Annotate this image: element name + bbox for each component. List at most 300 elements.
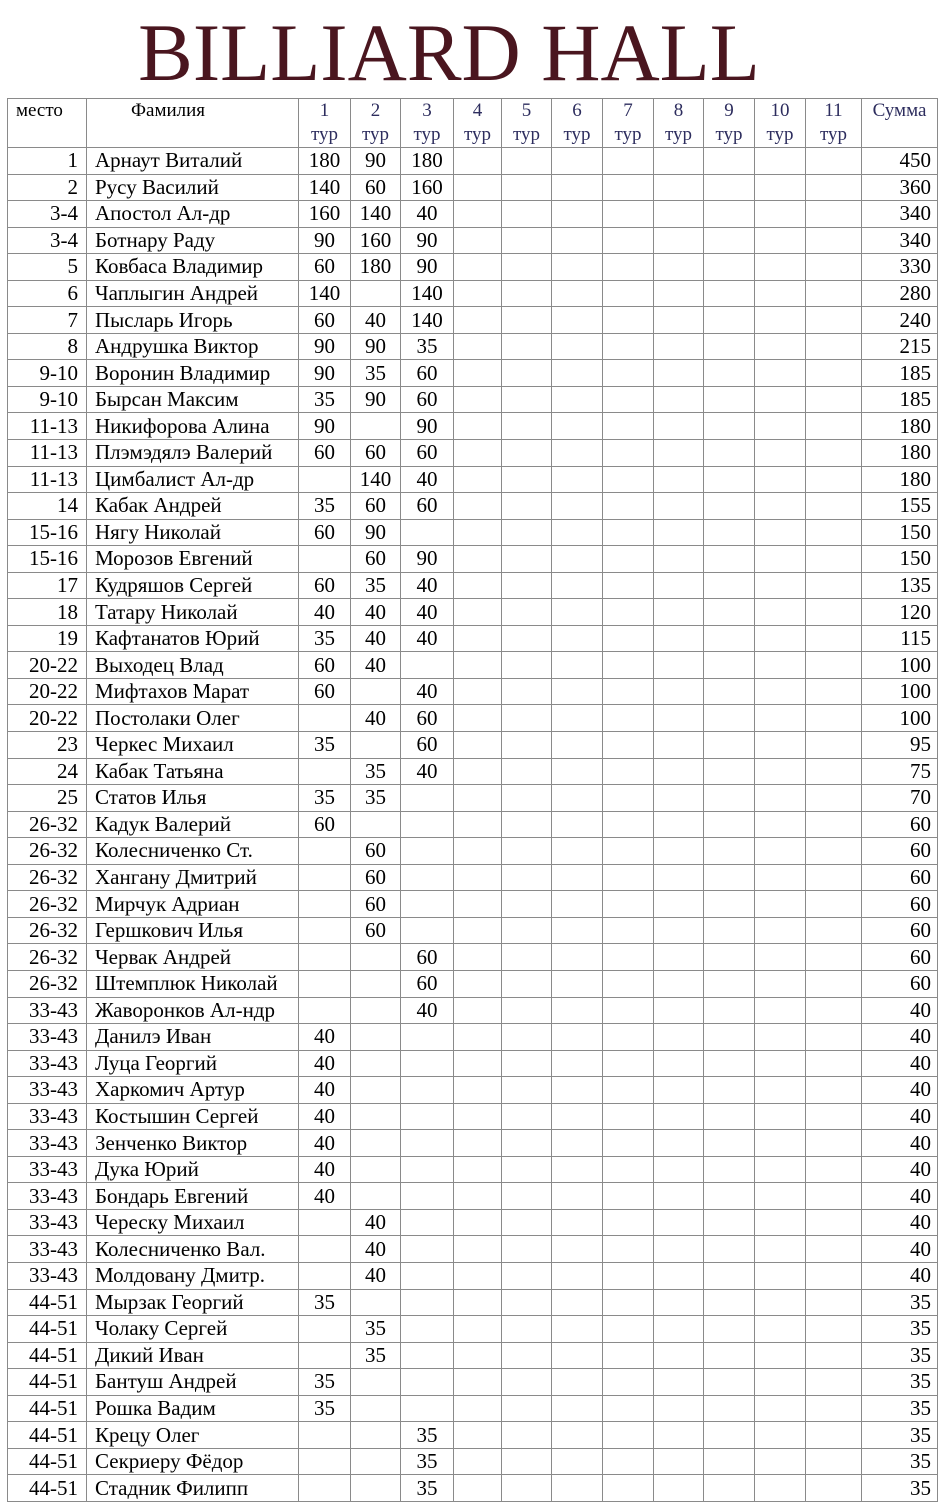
round-4-cell [454, 440, 502, 467]
round-1-cell [299, 1448, 351, 1475]
place-cell: 33-43 [8, 1050, 87, 1077]
round-7-cell [603, 1050, 654, 1077]
round-7-cell [603, 333, 654, 360]
place-cell: 44-51 [8, 1475, 87, 1502]
place-cell: 44-51 [8, 1316, 87, 1343]
name-cell: Апостол Ал-др [87, 201, 299, 228]
sum-cell: 100 [862, 678, 938, 705]
name-cell: Крецу Олег [87, 1422, 299, 1449]
place-cell: 9-10 [8, 360, 87, 387]
round-2-cell: 60 [351, 493, 401, 520]
sum-cell: 35 [862, 1448, 938, 1475]
round-8-cell [654, 944, 704, 971]
round-8-cell [654, 360, 704, 387]
round-10-cell [755, 1289, 806, 1316]
round-7-cell [603, 1422, 654, 1449]
round-4-cell [454, 891, 502, 918]
sum-cell: 40 [862, 1236, 938, 1263]
sum-cell: 40 [862, 1130, 938, 1157]
table-row [8, 1209, 938, 1236]
round-1-cell [299, 1209, 351, 1236]
round-4-cell [454, 1475, 502, 1502]
table-row [8, 1475, 938, 1502]
table-row [8, 1077, 938, 1104]
place-cell: 44-51 [8, 1342, 87, 1369]
round-8-cell [654, 1422, 704, 1449]
round-2-cell: 35 [351, 1342, 401, 1369]
round-6-cell [552, 785, 603, 812]
place-cell: 44-51 [8, 1395, 87, 1422]
round-9-cell [704, 625, 755, 652]
round-6-cell [552, 493, 603, 520]
sum-cell: 40 [862, 1077, 938, 1104]
round-10-cell [755, 174, 806, 201]
round-7-cell [603, 864, 654, 891]
round-7-cell [603, 1209, 654, 1236]
round-1-cell [299, 546, 351, 573]
place-cell: 1 [8, 148, 87, 175]
round-9-cell [704, 519, 755, 546]
table-row [8, 811, 938, 838]
round-5-cell [502, 174, 552, 201]
name-cell: Дука Юрий [87, 1156, 299, 1183]
table-row [8, 917, 938, 944]
round-7-cell [603, 811, 654, 838]
round-2-cell: 40 [351, 705, 401, 732]
round-9-cell [704, 1369, 755, 1396]
table-header-row [8, 99, 938, 148]
round-7-cell [603, 1262, 654, 1289]
table-row [8, 891, 938, 918]
round-11-cell [806, 1342, 862, 1369]
round-6-cell [552, 1448, 603, 1475]
round-10-cell [755, 201, 806, 228]
sum-cell: 35 [862, 1395, 938, 1422]
round-5-cell [502, 652, 552, 679]
name-cell: Мирчук Адриан [87, 891, 299, 918]
round-6-cell [552, 333, 603, 360]
name-cell: Ботнару Раду [87, 227, 299, 254]
name-cell: Рошка Вадим [87, 1395, 299, 1422]
round-1-cell: 60 [299, 572, 351, 599]
round-9-cell [704, 970, 755, 997]
table-row [8, 997, 938, 1024]
round-2-cell: 40 [351, 1262, 401, 1289]
round-5-cell [502, 1395, 552, 1422]
round-8-cell [654, 625, 704, 652]
round-3-cell [401, 1183, 454, 1210]
round-5-cell [502, 970, 552, 997]
table-row [8, 944, 938, 971]
name-cell: Плэмэдялэ Валерий [87, 440, 299, 467]
name-cell: Цимбалист Ал-др [87, 466, 299, 493]
round-3-cell [401, 1050, 454, 1077]
round-11-cell [806, 1316, 862, 1343]
round-3-cell [401, 1316, 454, 1343]
place-cell: 20-22 [8, 678, 87, 705]
round-3-cell: 35 [401, 1448, 454, 1475]
round-7-cell [603, 1395, 654, 1422]
place-cell: 18 [8, 599, 87, 626]
round-8-cell [654, 493, 704, 520]
round-1-cell: 40 [299, 1024, 351, 1051]
round-3-cell: 90 [401, 254, 454, 281]
name-cell: Жаворонков Ал-ндр [87, 997, 299, 1024]
round-8-cell [654, 1209, 704, 1236]
round-5-cell [502, 1050, 552, 1077]
round-1-cell: 40 [299, 1077, 351, 1104]
place-cell: 11-13 [8, 413, 87, 440]
round-3-cell: 60 [401, 705, 454, 732]
round-2-cell [351, 1369, 401, 1396]
name-cell: Череску Михаил [87, 1209, 299, 1236]
round-4-cell [454, 1262, 502, 1289]
round-10-cell [755, 1130, 806, 1157]
sum-cell: 150 [862, 519, 938, 546]
round-1-cell [299, 1262, 351, 1289]
round-10-cell [755, 1050, 806, 1077]
round-1-cell [299, 1475, 351, 1502]
sum-cell: 340 [862, 201, 938, 228]
round-11-cell [806, 546, 862, 573]
round-3-cell: 35 [401, 1422, 454, 1449]
name-cell: Кабак Татьяна [87, 758, 299, 785]
round-5-cell [502, 386, 552, 413]
round-3-cell: 40 [401, 758, 454, 785]
round-8-cell [654, 838, 704, 865]
round-6-cell [552, 758, 603, 785]
table-row [8, 1422, 938, 1449]
round-9-cell [704, 785, 755, 812]
round-11-cell [806, 1475, 862, 1502]
round-11-cell [806, 864, 862, 891]
round-6-cell [552, 1156, 603, 1183]
round-2-cell [351, 1103, 401, 1130]
place-cell: 26-32 [8, 944, 87, 971]
round-3-cell: 60 [401, 944, 454, 971]
table-row [8, 599, 938, 626]
round-4-cell [454, 1342, 502, 1369]
round-2-cell: 40 [351, 307, 401, 334]
table-row [8, 466, 938, 493]
round-9-cell [704, 1024, 755, 1051]
round-11-cell [806, 148, 862, 175]
place-cell: 11-13 [8, 440, 87, 467]
round-6-cell [552, 864, 603, 891]
round-5-cell [502, 413, 552, 440]
round-8-cell [654, 1475, 704, 1502]
column-header-round: 2 тур [351, 99, 401, 148]
round-3-cell [401, 838, 454, 865]
place-cell: 19 [8, 625, 87, 652]
round-3-cell: 160 [401, 174, 454, 201]
sum-cell: 40 [862, 997, 938, 1024]
round-7-cell [603, 944, 654, 971]
sum-cell: 185 [862, 360, 938, 387]
table-row [8, 864, 938, 891]
round-5-cell [502, 758, 552, 785]
round-4-cell [454, 1395, 502, 1422]
round-3-cell [401, 1103, 454, 1130]
round-3-cell: 40 [401, 466, 454, 493]
round-4-cell [454, 307, 502, 334]
round-3-cell [401, 891, 454, 918]
round-7-cell [603, 174, 654, 201]
round-9-cell [704, 386, 755, 413]
round-1-cell: 60 [299, 811, 351, 838]
round-6-cell [552, 201, 603, 228]
column-header-sum: Сумма [862, 99, 938, 148]
round-2-cell [351, 1050, 401, 1077]
round-11-cell [806, 201, 862, 228]
round-4-cell [454, 678, 502, 705]
round-10-cell [755, 1103, 806, 1130]
round-1-cell: 35 [299, 732, 351, 759]
round-9-cell [704, 758, 755, 785]
round-9-cell [704, 572, 755, 599]
place-cell: 3-4 [8, 227, 87, 254]
table-row [8, 1262, 938, 1289]
round-4-cell [454, 864, 502, 891]
round-8-cell [654, 333, 704, 360]
round-2-cell: 60 [351, 864, 401, 891]
column-header-round: 5 тур [502, 99, 552, 148]
round-6-cell [552, 386, 603, 413]
round-6-cell [552, 705, 603, 732]
round-4-cell [454, 1183, 502, 1210]
round-5-cell [502, 227, 552, 254]
round-4-cell [454, 1422, 502, 1449]
name-cell: Колесниченко Ст. [87, 838, 299, 865]
round-1-cell: 60 [299, 519, 351, 546]
round-11-cell [806, 1183, 862, 1210]
table-row [8, 546, 938, 573]
round-1-cell: 90 [299, 413, 351, 440]
round-10-cell [755, 1236, 806, 1263]
round-10-cell [755, 758, 806, 785]
round-9-cell [704, 174, 755, 201]
round-9-cell [704, 1050, 755, 1077]
place-cell: 25 [8, 785, 87, 812]
round-7-cell [603, 440, 654, 467]
table-row [8, 1050, 938, 1077]
round-3-cell: 140 [401, 307, 454, 334]
sum-cell: 180 [862, 466, 938, 493]
round-2-cell: 60 [351, 546, 401, 573]
round-11-cell [806, 1395, 862, 1422]
round-11-cell [806, 413, 862, 440]
round-1-cell: 60 [299, 678, 351, 705]
round-9-cell [704, 864, 755, 891]
round-10-cell [755, 572, 806, 599]
round-6-cell [552, 1369, 603, 1396]
round-6-cell [552, 1422, 603, 1449]
round-5-cell [502, 944, 552, 971]
round-11-cell [806, 280, 862, 307]
round-5-cell [502, 1077, 552, 1104]
name-cell: Кафтанатов Юрий [87, 625, 299, 652]
round-6-cell [552, 917, 603, 944]
round-2-cell: 60 [351, 917, 401, 944]
round-5-cell [502, 1316, 552, 1343]
round-4-cell [454, 652, 502, 679]
round-5-cell [502, 1448, 552, 1475]
round-1-cell: 60 [299, 652, 351, 679]
table-row [8, 705, 938, 732]
round-1-cell [299, 1422, 351, 1449]
round-8-cell [654, 997, 704, 1024]
round-6-cell [552, 1130, 603, 1157]
name-cell: Выходец Влад [87, 652, 299, 679]
round-6-cell [552, 1103, 603, 1130]
round-11-cell [806, 678, 862, 705]
round-6-cell [552, 546, 603, 573]
sum-cell: 35 [862, 1289, 938, 1316]
round-2-cell: 40 [351, 599, 401, 626]
table-row [8, 1448, 938, 1475]
table-row [8, 1130, 938, 1157]
round-5-cell [502, 838, 552, 865]
round-7-cell [603, 493, 654, 520]
name-cell: Чаплыгин Андрей [87, 280, 299, 307]
round-7-cell [603, 758, 654, 785]
round-9-cell [704, 1448, 755, 1475]
round-3-cell: 40 [401, 678, 454, 705]
round-2-cell [351, 1448, 401, 1475]
place-cell: 9-10 [8, 386, 87, 413]
table-row [8, 1236, 938, 1263]
table-row [8, 1342, 938, 1369]
round-4-cell [454, 997, 502, 1024]
sum-cell: 40 [862, 1103, 938, 1130]
round-2-cell: 40 [351, 652, 401, 679]
round-4-cell [454, 1316, 502, 1343]
round-8-cell [654, 254, 704, 281]
round-10-cell [755, 811, 806, 838]
table-row [8, 1316, 938, 1343]
round-3-cell: 140 [401, 280, 454, 307]
round-2-cell [351, 1024, 401, 1051]
round-9-cell [704, 1103, 755, 1130]
round-1-cell: 35 [299, 785, 351, 812]
round-3-cell: 90 [401, 413, 454, 440]
round-5-cell [502, 493, 552, 520]
round-7-cell [603, 386, 654, 413]
round-10-cell [755, 413, 806, 440]
round-10-cell [755, 678, 806, 705]
sum-cell: 240 [862, 307, 938, 334]
round-3-cell [401, 811, 454, 838]
round-3-cell: 90 [401, 227, 454, 254]
round-3-cell: 60 [401, 360, 454, 387]
round-11-cell [806, 785, 862, 812]
round-1-cell: 40 [299, 1050, 351, 1077]
place-cell: 33-43 [8, 1209, 87, 1236]
round-9-cell [704, 1475, 755, 1502]
name-cell: Луца Георгий [87, 1050, 299, 1077]
column-header-round: 10 тур [755, 99, 806, 148]
round-6-cell [552, 1050, 603, 1077]
round-9-cell [704, 280, 755, 307]
round-7-cell [603, 280, 654, 307]
round-7-cell [603, 678, 654, 705]
round-9-cell [704, 493, 755, 520]
round-7-cell [603, 1077, 654, 1104]
round-9-cell [704, 917, 755, 944]
name-cell: Бондарь Евгений [87, 1183, 299, 1210]
round-3-cell [401, 1236, 454, 1263]
round-3-cell [401, 1077, 454, 1104]
table-row [8, 519, 938, 546]
round-9-cell [704, 1130, 755, 1157]
sum-cell: 35 [862, 1422, 938, 1449]
table-row [8, 1024, 938, 1051]
place-cell: 33-43 [8, 1236, 87, 1263]
place-cell: 33-43 [8, 1156, 87, 1183]
table-row [8, 678, 938, 705]
round-10-cell [755, 1448, 806, 1475]
round-5-cell [502, 307, 552, 334]
name-cell: Черкес Михаил [87, 732, 299, 759]
round-1-cell [299, 970, 351, 997]
round-7-cell [603, 227, 654, 254]
round-10-cell [755, 1024, 806, 1051]
place-cell: 33-43 [8, 1130, 87, 1157]
round-1-cell [299, 891, 351, 918]
round-10-cell [755, 1342, 806, 1369]
round-3-cell: 40 [401, 997, 454, 1024]
column-header-round: 6 тур [552, 99, 603, 148]
name-cell: Постолаки Олег [87, 705, 299, 732]
sum-cell: 40 [862, 1183, 938, 1210]
round-5-cell [502, 732, 552, 759]
round-10-cell [755, 997, 806, 1024]
round-1-cell: 60 [299, 254, 351, 281]
round-8-cell [654, 148, 704, 175]
round-5-cell [502, 519, 552, 546]
sum-cell: 60 [862, 811, 938, 838]
round-8-cell [654, 705, 704, 732]
round-11-cell [806, 997, 862, 1024]
round-9-cell [704, 811, 755, 838]
round-2-cell: 40 [351, 1236, 401, 1263]
round-3-cell: 35 [401, 1475, 454, 1502]
round-10-cell [755, 440, 806, 467]
round-10-cell [755, 1395, 806, 1422]
round-4-cell [454, 546, 502, 573]
round-3-cell: 60 [401, 493, 454, 520]
round-1-cell: 140 [299, 174, 351, 201]
round-7-cell [603, 1316, 654, 1343]
sum-cell: 120 [862, 599, 938, 626]
round-8-cell [654, 227, 704, 254]
round-5-cell [502, 546, 552, 573]
round-2-cell [351, 970, 401, 997]
round-2-cell [351, 1077, 401, 1104]
name-cell: Татару Николай [87, 599, 299, 626]
round-10-cell [755, 1156, 806, 1183]
table-row [8, 413, 938, 440]
sum-cell: 135 [862, 572, 938, 599]
name-cell: Гершкович Илья [87, 917, 299, 944]
round-4-cell [454, 466, 502, 493]
round-5-cell [502, 864, 552, 891]
round-11-cell [806, 572, 862, 599]
name-cell: Бантуш Андрей [87, 1369, 299, 1396]
sum-cell: 40 [862, 1262, 938, 1289]
round-7-cell [603, 1475, 654, 1502]
round-3-cell: 60 [401, 440, 454, 467]
